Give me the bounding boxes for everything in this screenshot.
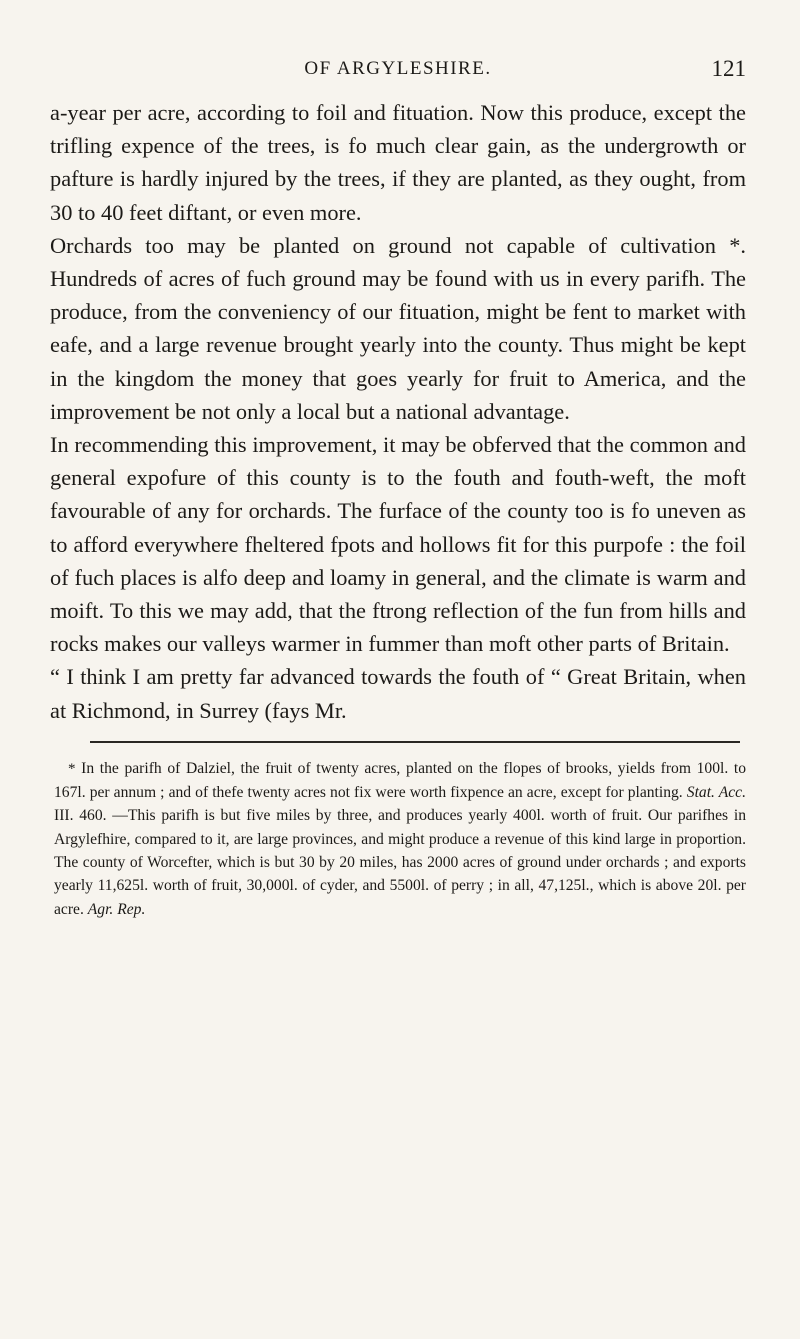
running-head [50, 56, 746, 86]
paragraph-1: a-year per acre, according to foil and fituation. Now this produce, except the trifling expence of the trees, is fo much clear gain, as the undergrowth or pafture is hardly injured by the trees, if they are planted, as they ought, from 30 to 40 feet diftant, or even more. [50, 100, 746, 225]
footnote-marker: * [68, 760, 76, 777]
body-text [50, 96, 746, 727]
paragraph-3: In recommending this improvement, it may be obferved that the common and general expofure of this county is to the fouth and fouth-weft, the moft favourable of any for orchards. The furface of the county too is fo uneven as to afford everywhere fheltered fpots and hollows fit for this purpofe : the foil of fuch places is alfo deep and loamy in general, and the climate is warm and moift. To this we may add, that the ftrong reflection of the fun from hills and rocks makes our valleys warmer in fummer than moft other parts of Britain. [50, 432, 746, 657]
book-page [50, 56, 746, 921]
running-title: OF ARGYLESHIRE. [304, 58, 492, 79]
footnote-source-end: Agr. Rep. [87, 900, 146, 918]
footnote-rule [90, 741, 740, 743]
footnote-text-1: In the parifh of Dalziel, the fruit of twenty acres, planted on the flopes of brooks, yields from 100l. to 167l. per annum ; and of thefe twenty acres not fix were worth fixpence an acre, except for planting. [54, 759, 746, 802]
footnote [50, 757, 746, 921]
paragraph-2: Orchards too may be planted on ground not capable of cultivation *. Hundreds of acres of fuch ground may be found with us in every parifh. The produce, from the conveniency of our fituation, might be fent to market with eafe, and a large revenue brought yearly into the county. Thus might be kept in the kingdom the money that goes yearly for fruit to America, and the improvement be not only a local but a national advantage. [50, 232, 746, 424]
footnote-source: Stat. Acc. [686, 784, 747, 802]
footnote-text-2: III. 460. —This parifh is but five miles by three, and produces yearly 400l. worth of fruit. Our parifhes in Argylefhire, compared to it, are large provinces, and might produce a revenue of this kind large in proportion. The county of Worcefter, which is but 30 by 20 miles, has 2000 acres of ground under orchards ; and exports yearly 11,625l. worth of fruit, 30,000l. of cyder, and 5500l. of perry ; in all, 47,125l., which is above 20l. per acre. [54, 807, 746, 918]
page-number: 121 [711, 56, 746, 81]
paragraph-4: “ I think I am pretty far advanced towards the fouth of “ Great Britain, when at Richmond, in Surrey (fays Mr. [50, 664, 746, 723]
